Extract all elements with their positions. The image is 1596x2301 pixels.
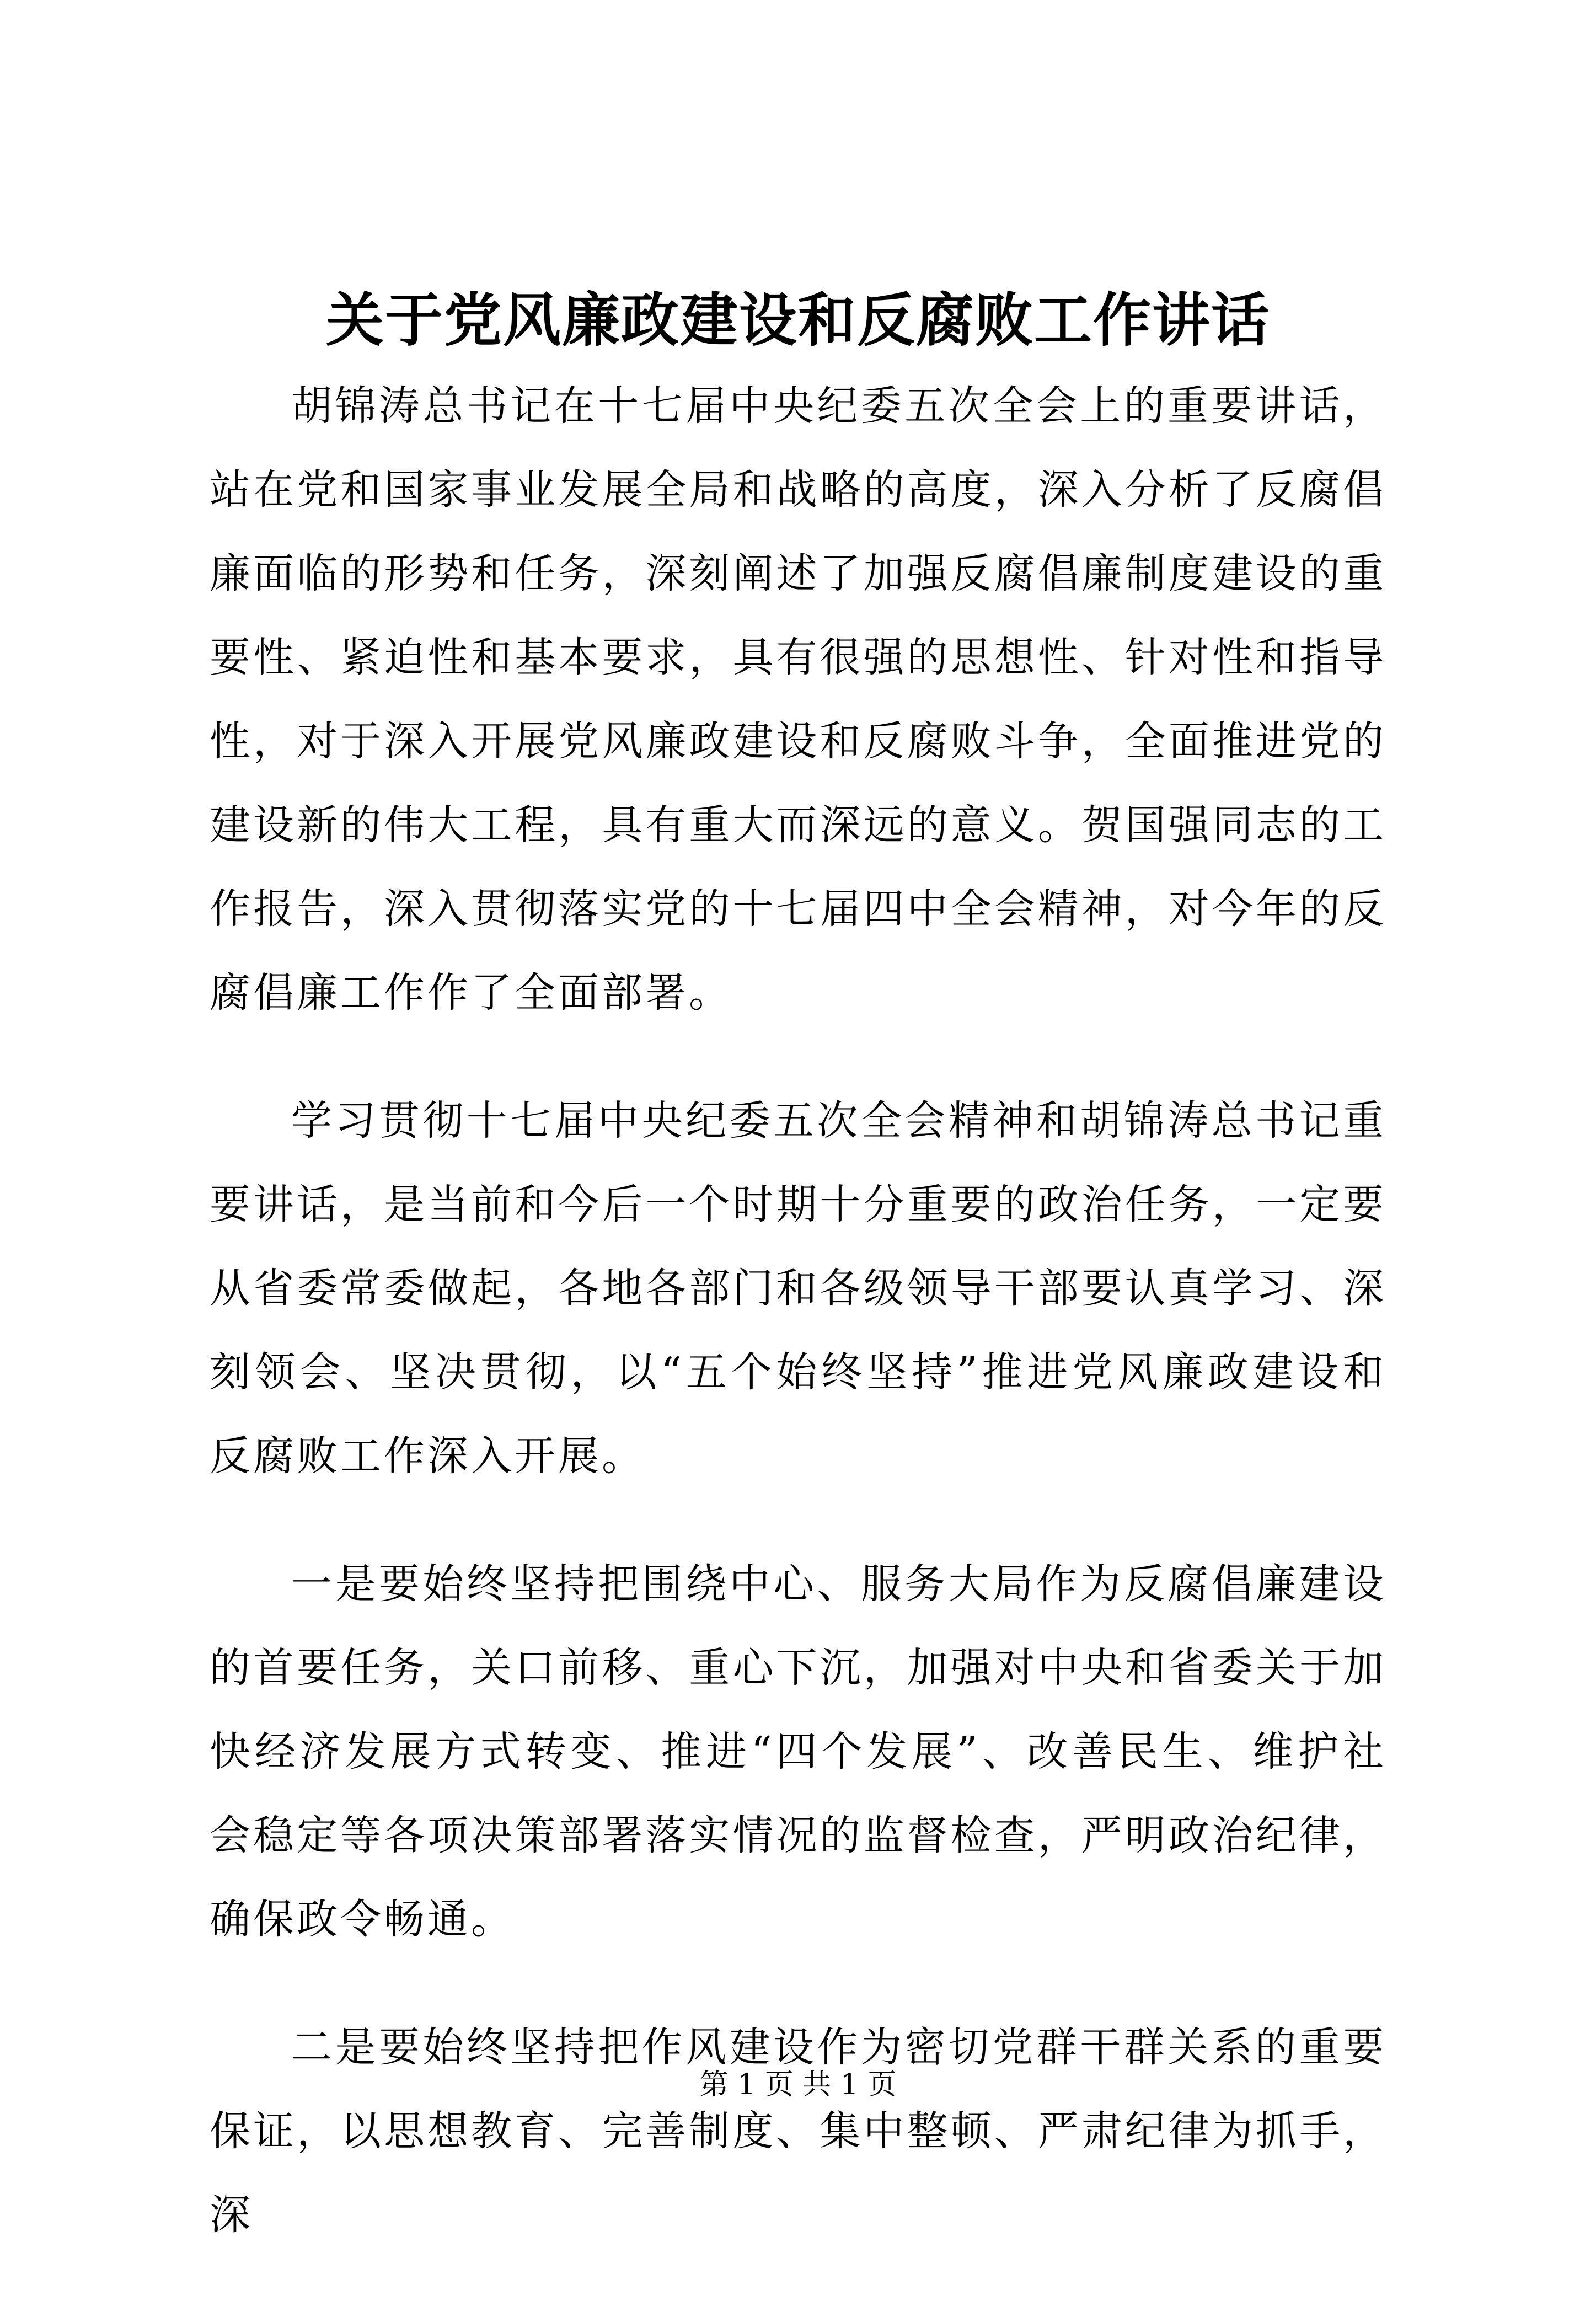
paragraph: 学习贯彻十七届中央纪委五次全会精神和胡锦涛总书记重要讲话，是当前和今后一个时期十分重要的政治任务，一定要从省委常委做起，各地各部门和各级领导干部要认真学习、深刻领会、坚决贯彻，以“五个始终坚持”推进党风廉政建设和反腐败工作深入开展。	[210, 1097, 1386, 1480]
document-body	[210, 364, 1386, 2301]
page-number-footer: 第 1 页 共 1 页	[699, 2068, 897, 2101]
paragraph: 胡锦涛总书记在十七届中央纪委五次全会上的重要讲话，站在党和国家事业发展全局和战略的高度，深入分析了反腐倡廉面临的形势和任务，深刻阐述了加强反腐倡廉制度建设的重要性、紧迫性和基本要求，具有很强的思想性、针对性和指导性，对于深入开展党风廉政建设和反腐败斗争，全面推进党的建设新的伟大工程，具有重大而深远的意义。贺国强同志的工作报告，深入贯彻落实党的十七届四中全会精神，对今年的反腐倡廉工作作了全面部署。	[210, 382, 1386, 1016]
paragraph: 一是要始终坚持把围绕中心、服务大局作为反腐倡廉建设的首要任务，关口前移、重心下沉，加强对中央和省委关于加快经济发展方式转变、推进“四个发展”、改善民生、维护社会稳定等各项决策部署落实情况的监督检查，严明政治纪律，确保政令畅通。	[210, 1560, 1386, 1943]
paragraph: 二是要始终坚持把作风建设作为密切党群干群关系的重要保证，以思想教育、完善制度、集中整顿、严肃纪律为抓手，深	[210, 2024, 1386, 2239]
document-title: 关于党风廉政建设和反腐败工作讲话	[325, 286, 1270, 354]
